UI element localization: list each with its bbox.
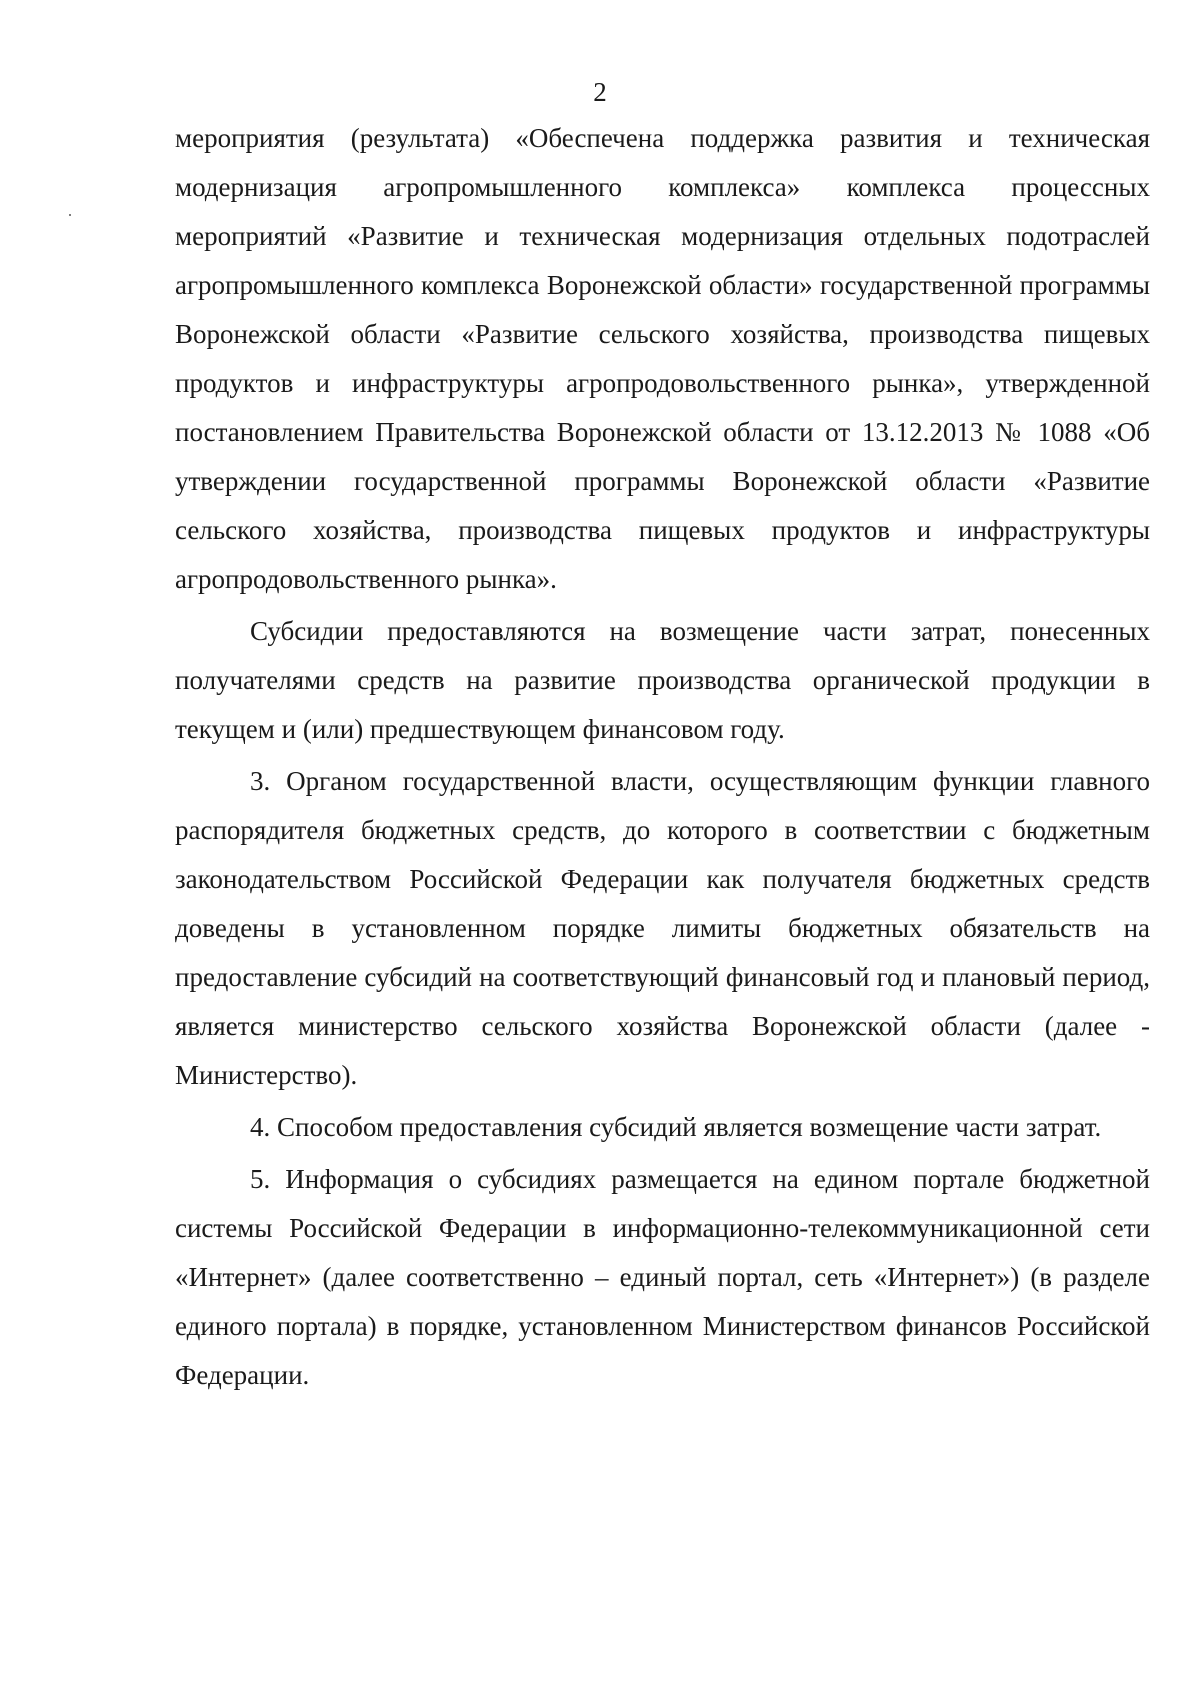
paragraph-item-4: 4. Способом предоставления субсидий является возмещение части затрат. <box>250 1112 1102 1142</box>
page-number: 2 <box>593 77 607 107</box>
paragraph-item-5: 5. Информация о субсидиях размещается на едином портале бюджетной системы Российской Федерации в информационно-телекоммуникационной сети «Интернет» (далее соответственно – единый портал, сеть «Интернет») (в разделе единого портала) в порядке, установленном Министерством финансов Российской Федерации. <box>175 1164 1150 1390</box>
paragraph-subsidies-purpose: Субсидии предоставляются на возмещение части затрат, понесенных получателями средств на развитие производства органической продукции в текущем и (или) предшествующем финансовом году. <box>175 616 1150 744</box>
document-body <box>175 114 1150 1403</box>
paragraph-item-3: 3. Органом государственной власти, осуществляющим функции главного распорядителя бюджетных средств, до которого в соответствии с бюджетным законодательством Российской Федерации как получателя бюджетных средств доведены в установленном порядке лимиты бюджетных обязательств на предоставление субсидий на соответствующий финансовый год и плановый период, является министерство сельского хозяйства Воронежской области (далее - Министерство). <box>175 766 1150 1090</box>
scan-speck <box>69 214 71 216</box>
paragraph-continuation: мероприятия (результата) «Обеспечена поддержка развития и техническая модернизация агропромышленного комплекса» комплекса процессных мероприятий «Развитие и техническая модернизация отдельных подотраслей агропромышленного комплекса Воронежской области» государственной программы Воронежской области «Развитие сельского хозяйства, производства пищевых продуктов и инфраструктуры агропродовольственного рынка», утвержденной постановлением Правительства Воронежской области от 13.12.2013 № 1088 «Об утверждении государственной программы Воронежской области «Развитие сельского хозяйства, производства пищевых продуктов и инфраструктуры агропродовольственного рынка». <box>175 123 1150 594</box>
